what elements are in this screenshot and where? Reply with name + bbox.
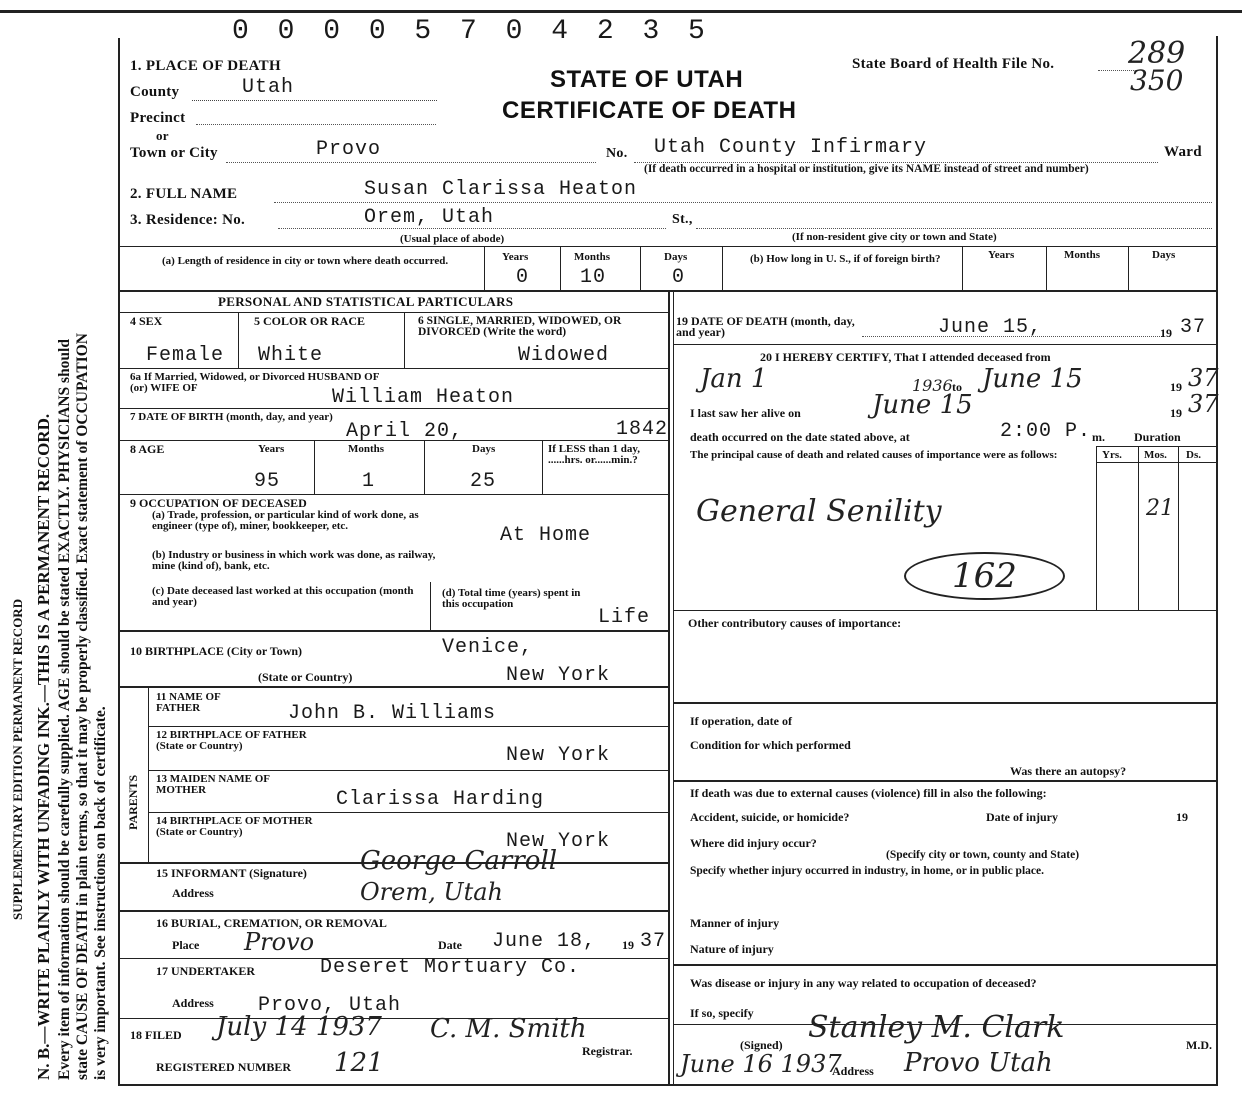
- burial-year: 37: [640, 930, 667, 953]
- condition-label: Condition for which performed: [690, 738, 851, 752]
- mother-value: Clarissa Harding: [336, 788, 545, 811]
- serial-number: 0 0 0 0 5 7 0 4 2 3 5: [232, 16, 711, 47]
- cause-value: General Senility: [696, 494, 942, 529]
- color-value: White: [258, 344, 324, 367]
- or-label: or: [156, 128, 169, 143]
- side-line2: Every item of information should be carefully supplied. AGE should be stated EXACTLY. PHYSICIANS should: [56, 339, 73, 1080]
- nonres-note: (If non-resident give city or town and State): [792, 231, 997, 243]
- occ-b-label: (b) Industry or business in which work was done, as railway, mine (kind of), bank, etc.: [152, 549, 436, 572]
- occurred-label: death occurred on the date stated above, at: [690, 430, 910, 444]
- mother-bp-label: 14 BIRTHPLACE OF MOTHER (State or Country): [156, 815, 313, 838]
- side-line4: is very important. See instructions on back of certificate.: [92, 706, 109, 1080]
- side-line1: N. B.—WRITE PLAINLY WITH UNFADING INK.—THIS IS A PERMANENT RECORD.: [34, 413, 53, 1080]
- res-months: 10: [580, 266, 607, 289]
- informant-address-label: Address: [172, 886, 214, 900]
- age-days: 25: [470, 470, 497, 493]
- attended-from-year: 1936: [912, 376, 953, 395]
- full-name-label: 2. FULL NAME: [130, 186, 238, 202]
- side-permanent: SUPPLEMENTARY EDITION PERMANENT RECORD: [10, 598, 25, 920]
- father-bp-label: 12 BIRTHPLACE OF FATHER (State or Country): [156, 729, 307, 752]
- spouse-label: 6a If Married, Widowed, or Divorced HUSBAND OF (or) WIFE OF: [130, 371, 380, 394]
- file-no-2: 350: [1130, 64, 1184, 97]
- age-label: 8 AGE: [130, 442, 165, 456]
- death-year: 37: [1180, 316, 1207, 339]
- dob-label: 7 DATE OF BIRTH (month, day, and year): [130, 411, 333, 423]
- frame-top: [0, 10, 1242, 13]
- occ-d-value: Life: [598, 606, 651, 629]
- certify-label: 20 I HEREBY CERTIFY, That I attended deceased from: [760, 350, 1051, 364]
- mother-label: 13 MAIDEN NAME OF MOTHER: [156, 773, 270, 796]
- burial-label: 16 BURIAL, CREMATION, OR REMOVAL: [156, 916, 387, 930]
- burial-place: Provo: [244, 928, 315, 956]
- contrib-label: Other contributory causes of importance:: [688, 616, 902, 630]
- no-label: No.: [606, 146, 628, 161]
- occ-a-value: At Home: [500, 524, 592, 547]
- length-label: (a) Length of residence in city or town where death occurred.: [162, 255, 449, 267]
- res-days-label: Days: [664, 251, 688, 263]
- m-label: m.: [1092, 430, 1105, 444]
- ward-label: Ward: [1164, 144, 1202, 160]
- signed-address: Provo Utah: [904, 1048, 1053, 1078]
- us-days-label: Days: [1152, 249, 1176, 261]
- dob-value: April 20,: [346, 420, 464, 443]
- town-value: Provo: [316, 138, 382, 161]
- signed-label: (Signed): [740, 1038, 783, 1052]
- occupation-label: 9 OCCUPATION OF DECEASED: [130, 496, 307, 510]
- frame-left: [118, 38, 120, 1086]
- to-year-prefix: 19: [1170, 380, 1182, 394]
- undertaker-label: 17 UNDERTAKER: [156, 964, 256, 978]
- nature-label: Nature of injury: [690, 942, 774, 956]
- res-years-label: Years: [502, 251, 529, 263]
- signed-date: June 16 1937: [680, 1050, 842, 1078]
- age-years: 95: [254, 470, 281, 493]
- physician-signature: Stanley M. Clark: [808, 1010, 1065, 1045]
- yrs-label: Yrs.: [1102, 449, 1122, 461]
- mos-label: Mos.: [1144, 449, 1167, 461]
- res-months-label: Months: [574, 251, 611, 263]
- personal-section: PERSONAL AND STATISTICAL PARTICULARS: [218, 294, 514, 309]
- signed-address-label: Address: [832, 1064, 874, 1078]
- title-certificate: CERTIFICATE OF DEATH: [502, 97, 797, 124]
- duration-label: Duration: [1134, 430, 1181, 444]
- frame-right: [1216, 36, 1218, 1086]
- registrar-signature: C. M. Smith: [430, 1014, 587, 1044]
- death-year-prefix: 19: [1160, 326, 1172, 340]
- accident-label: Accident, suicide, or homicide?: [690, 810, 850, 824]
- color-label: 5 COLOR OR RACE: [254, 314, 366, 328]
- burial-place-label: Place: [172, 938, 200, 952]
- attended-to: June 15: [982, 364, 1083, 394]
- occ-c-label: (c) Date deceased last worked at this occupation (month and year): [152, 585, 414, 608]
- abode-note: (Usual place of abode): [400, 233, 505, 245]
- injury-date-label: Date of injury: [986, 810, 1058, 824]
- where-label: Where did injury occur?: [690, 836, 817, 850]
- cause-code: 162: [904, 552, 1065, 600]
- birthplace-state-label: (State or Country): [258, 670, 353, 684]
- county-label: County: [130, 84, 180, 100]
- father-label: 11 NAME OF FATHER: [156, 691, 221, 714]
- external-label: If death was due to external causes (violence) fill in also the following:: [690, 786, 1047, 800]
- father-value: John B. Williams: [288, 702, 497, 725]
- st-label: St.,: [672, 212, 693, 227]
- sex-value: Female: [146, 344, 225, 367]
- registrar-label: Registrar.: [582, 1044, 633, 1058]
- filed-label: 18 FILED: [130, 1028, 182, 1042]
- autopsy-label: Was there an autopsy?: [1010, 764, 1127, 778]
- to-year: 37: [1188, 364, 1219, 392]
- burial-date: June 18,: [492, 930, 597, 953]
- age-months-label: Months: [348, 443, 385, 455]
- res-years: 0: [516, 266, 530, 289]
- if-so-label: If so, specify: [690, 1006, 754, 1020]
- father-bp-value: New York: [506, 744, 611, 767]
- ds-label: Ds.: [1186, 449, 1201, 461]
- marital-value: Widowed: [518, 344, 610, 367]
- hospital-note: (If death occurred in a hospital or institution, give its NAME instead of street and number): [644, 163, 1089, 175]
- us-label: (b) How long in U. S., if of foreign birth?: [750, 253, 941, 265]
- us-years-label: Years: [988, 249, 1015, 261]
- full-name-value: Susan Clarissa Heaton: [364, 178, 638, 201]
- less-label: If LESS than 1 day, ......hrs. or......min.?: [548, 443, 641, 466]
- parents-side: PARENTS: [126, 774, 140, 830]
- side-line3: state CAUSE OF DEATH in plain terms, so that it may be properly classified. Exact statement of OCCUPATION: [74, 333, 91, 1080]
- cause-label: The principal cause of death and related causes of importance were as follows:: [690, 449, 1058, 461]
- town-label: Town or City: [130, 145, 218, 161]
- cause-duration: 21: [1146, 496, 1174, 521]
- occ-d-label: (d) Total time (years) spent in this occupation: [442, 587, 581, 610]
- mother-bp-value: New York: [506, 830, 611, 853]
- undertaker-value: Deseret Mortuary Co.: [320, 956, 581, 979]
- specify-city-label: (Specify city or town, county and State): [886, 849, 1080, 861]
- age-months: 1: [362, 470, 376, 493]
- birthplace-state: New York: [506, 664, 611, 687]
- registered-label: REGISTERED NUMBER: [156, 1060, 292, 1074]
- res-days: 0: [672, 266, 686, 289]
- last-year: 37: [1188, 390, 1219, 418]
- undertaker-address-label: Address: [172, 996, 214, 1010]
- operation-label: If operation, date of: [690, 714, 792, 728]
- last-saw-value: June 15: [872, 390, 973, 420]
- filed-date: July 14 1937: [216, 1012, 382, 1042]
- age-days-label: Days: [472, 443, 496, 455]
- file-no-label: State Board of Health File No.: [852, 56, 1055, 72]
- residence-label: 3. Residence: No.: [130, 212, 246, 228]
- informant-address: Orem, Utah: [360, 878, 504, 906]
- attended-from: Jan 1: [700, 364, 768, 394]
- manner-label: Manner of injury: [690, 916, 780, 930]
- title-state: STATE OF UTAH: [550, 66, 744, 93]
- occupation-question: Was disease or injury in any way related to occupation of deceased?: [690, 976, 1037, 990]
- death-date: June 15,: [938, 316, 1043, 339]
- birthplace-label: 10 BIRTHPLACE (City or Town): [130, 644, 303, 658]
- frame-bottom: [118, 1084, 1218, 1086]
- county-value: Utah: [242, 76, 295, 99]
- precinct-label: Precinct: [130, 110, 186, 126]
- age-years-label: Years: [258, 443, 285, 455]
- institution-value: Utah County Infirmary: [654, 136, 928, 159]
- undertaker-address: Provo, Utah: [258, 994, 402, 1017]
- burial-year-prefix: 19: [622, 938, 634, 952]
- file-no: 289: [1128, 36, 1186, 71]
- last-year-prefix: 19: [1170, 406, 1182, 420]
- dob-year: 1842: [616, 418, 669, 441]
- informant-signature: George Carroll: [360, 846, 558, 876]
- occ-a-label: (a) Trade, profession, or particular kind of work done, as engineer (type of), miner, bookkeeper, etc.: [152, 509, 419, 532]
- last-saw-label: I last saw her alive on: [690, 406, 801, 420]
- sex-label: 4 SEX: [130, 314, 163, 328]
- to-label: to: [952, 380, 962, 394]
- death-date-label: 19 DATE OF DEATH (month, day, and year): [676, 314, 855, 339]
- place-label: 1. PLACE OF DEATH: [130, 58, 281, 74]
- informant-label: 15 INFORMANT (Signature): [156, 866, 307, 880]
- residence-value: Orem, Utah: [364, 206, 495, 229]
- us-months-label: Months: [1064, 249, 1101, 261]
- md-label: M.D.: [1186, 1038, 1212, 1052]
- death-time: 2:00 P.: [1000, 420, 1092, 443]
- registered-value: 121: [334, 1048, 384, 1078]
- industry-label: Specify whether injury occurred in industry, in home, or in public place.: [690, 865, 1044, 877]
- marital-label: 6 SINGLE, MARRIED, WIDOWED, OR DIVORCED (Write the word): [418, 315, 622, 338]
- birthplace-city: Venice,: [442, 636, 534, 659]
- injury-year-label: 19: [1176, 810, 1188, 824]
- spouse-value: William Heaton: [332, 386, 515, 409]
- burial-date-label: Date: [438, 938, 462, 952]
